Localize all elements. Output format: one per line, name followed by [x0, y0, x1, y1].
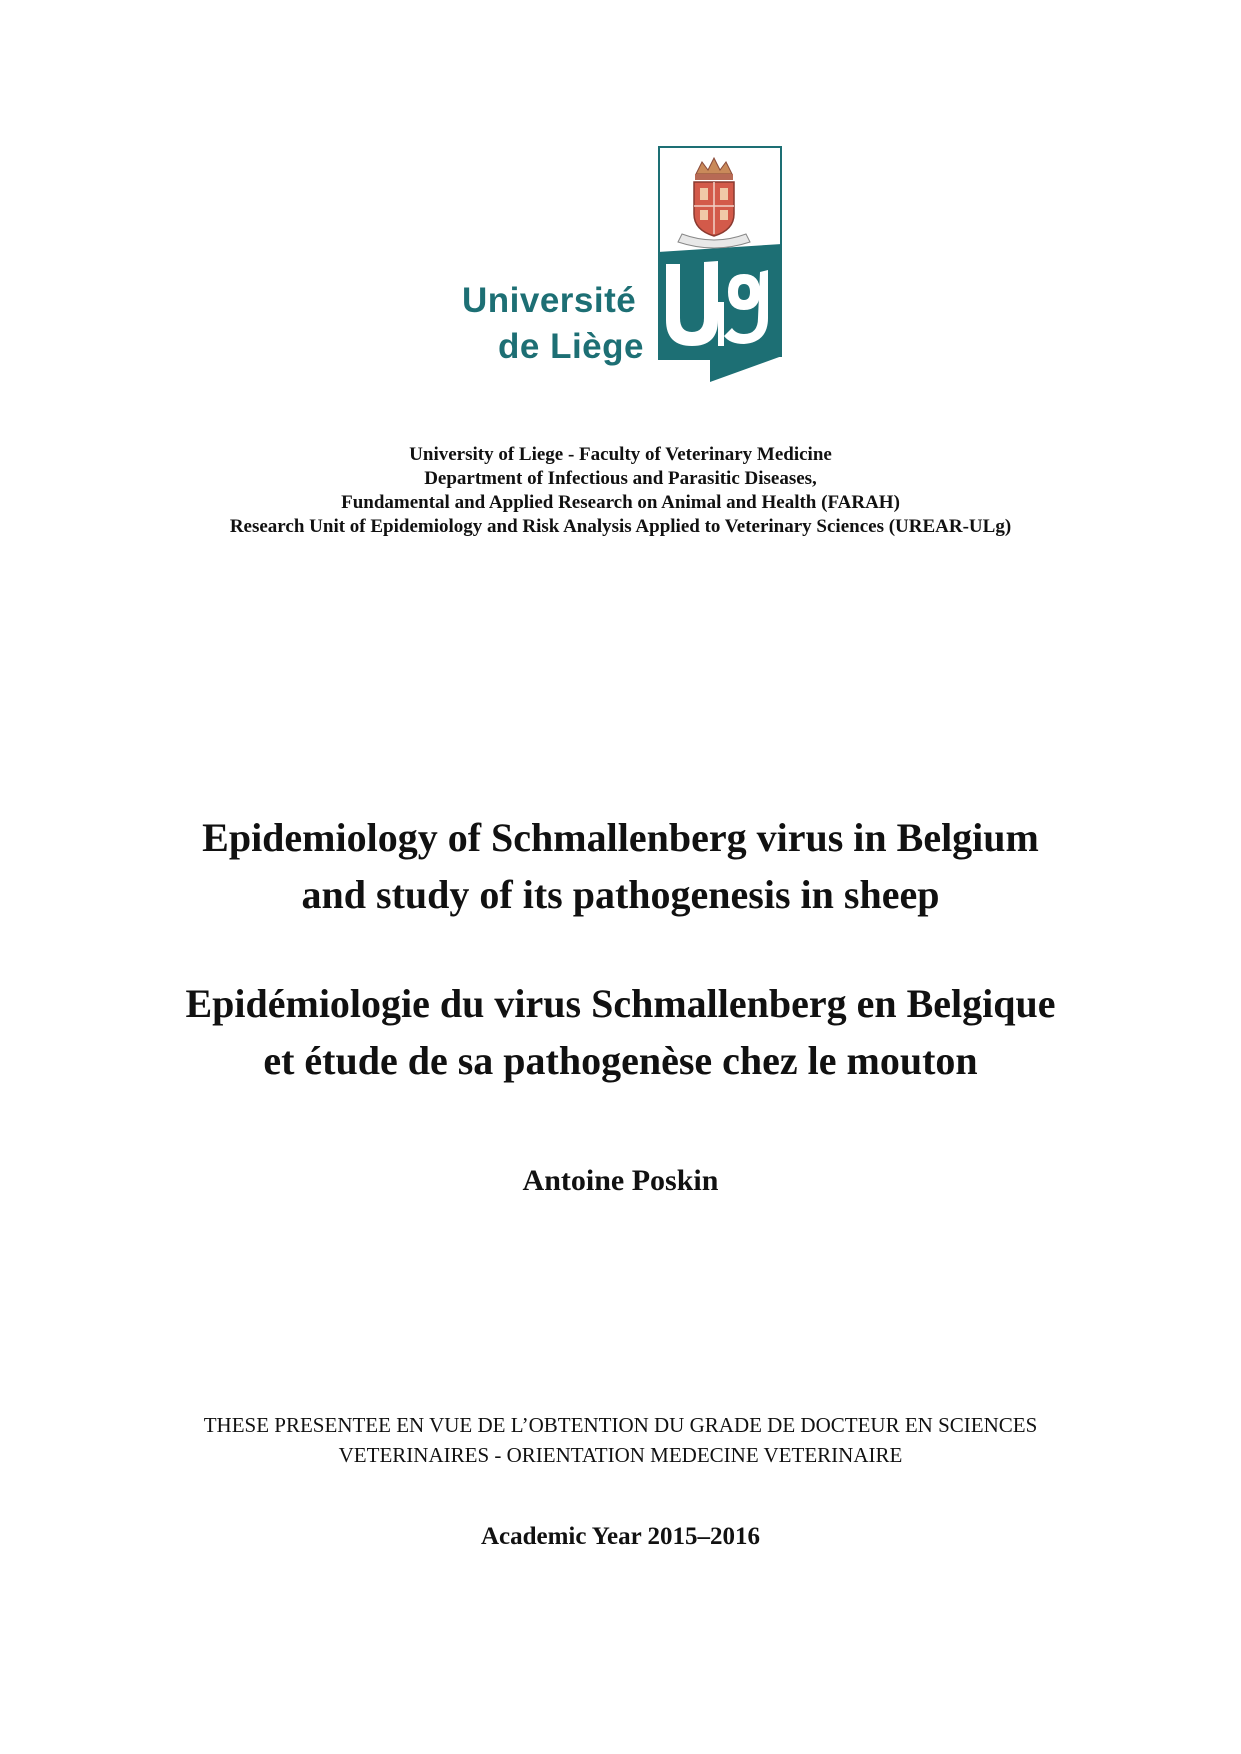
affiliation-line: University of Liege - Faculty of Veterinary Medicine	[409, 444, 832, 465]
thesis-statement-line: VETERINAIRES - ORIENTATION MEDECINE VETERINAIRE	[338, 1443, 903, 1467]
affiliation-line: Research Unit of Epidemiology and Risk Analysis Applied to Veterinary Sciences (UREAR-ULg)	[229, 516, 1012, 537]
affiliation-line: Fundamental and Applied Research on Animal and Health (FARAH)	[341, 492, 900, 513]
affiliation-line: Department of Infectious and Parasitic Diseases,	[424, 468, 817, 489]
author-name: Antoine Poskin	[522, 1164, 719, 1197]
thesis-statement	[0, 1410, 1241, 1470]
title-french-line: Epidémiologie du virus Schmallenberg en Belgique	[185, 981, 1056, 1026]
ulg-monogram-icon	[658, 146, 782, 382]
academic-year: Academic Year 2015–2016	[480, 1523, 761, 1550]
affiliation-block	[0, 443, 1241, 539]
title-english-line: Epidemiology of Schmallenberg virus in Belgium	[202, 815, 1039, 860]
logo-wordmark-line2: de Liège	[498, 327, 644, 366]
thesis-statement-line: THESE PRESENTEE EN VUE DE L’OBTENTION DU GRADE DE DOCTEUR EN SCIENCES	[203, 1413, 1038, 1437]
title-english-line: and study of its pathogenesis in sheep	[301, 872, 940, 917]
logo-wordmark-line1: Université	[462, 281, 637, 320]
title-english	[0, 809, 1241, 923]
university-crest-icon	[678, 158, 750, 248]
title-french-line: et étude de sa pathogenèse chez le mouton	[263, 1038, 978, 1083]
university-logo	[462, 146, 782, 382]
title-french	[0, 975, 1241, 1089]
